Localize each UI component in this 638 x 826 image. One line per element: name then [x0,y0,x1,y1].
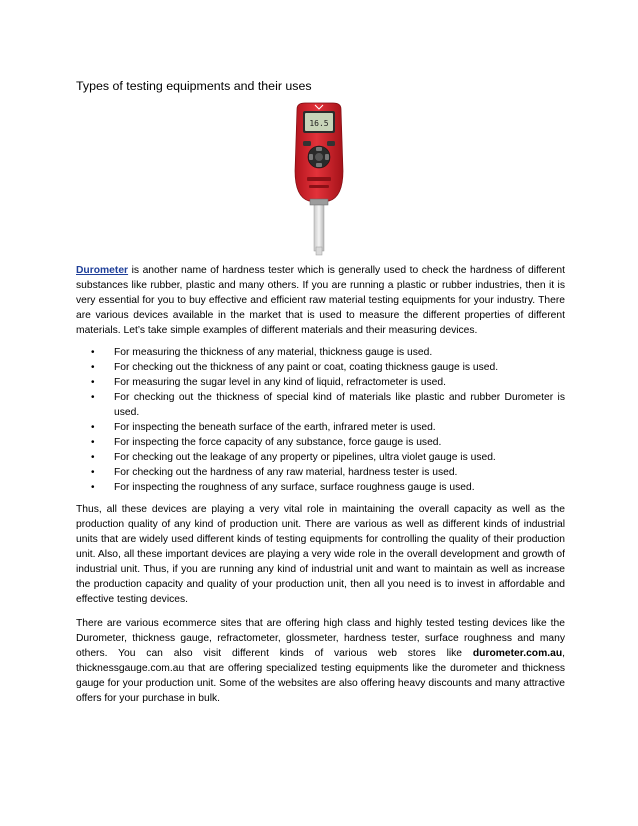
durometer-device-image [283,101,355,257]
list-item: • For inspecting the roughness of any surface, surface roughness gauge is used. [91,482,475,493]
list-item: • For checking out the thickness of any paint or coat, coating thickness gauge is used. [91,362,499,373]
bullet-icon: • [91,467,95,478]
article-body [76,263,565,706]
list-item: • For measuring the thickness of any material, thickness gauge is used. [91,347,433,358]
intro-text: is another name of hardness tester which is generally used to check the hardness of different substances like rubber, plastic and many others. If you are running a plastic or rubber industries, then it is very essential for you to buy effective and efficient raw material testing equipments for your industry. There are various devices available in the market that is used to measure the different properties of different materials. Let’s take simple examples of different materials and their measuring devices. [76,265,565,336]
list-item: • For inspecting the force capacity of any substance, force gauge is used. [91,437,442,448]
durometer-link[interactable]: Durometer [76,265,129,276]
summary-paragraph: Thus, all these devices are playing a very vital role in maintaining the overall capacity as well as the production quality of any kind of production unit. There are various as well as different kinds of industrial units that are widely used different kinds of testing equipments for controlling the quality of their production unit. Also, all these important devices are playing a very wide role in the overall development and growth of industrial unit. Thus, if you are running any kind of industrial unit and want to maintain as well as increase the production capacity and quality of your production unit, then all you need is to invest in affordable and effective testing devices. [76,504,565,605]
bullet-icon: • [91,422,95,433]
durometer-site-name: durometer.com.au [472,648,563,659]
bullet-icon: • [91,362,95,373]
bullet-icon: • [91,452,95,463]
list-item: • For inspecting the beneath surface of the earth, infrared meter is used. [91,422,436,433]
list-item: • For checking out the hardness of any raw material, hardness tester is used. [91,467,458,478]
ecommerce-paragraph: There are various ecommerce sites that are offering high class and highly tested testing devices like the Durometer, thickness gauge, refractometer, glossmeter, hardness tester, surface roughness and many others. You can also visit different kinds of various web stores like durometer.com.au, thicknessgauge.com.au that are offering specialized testing equipments like the durometer and thickness gauge for your production unit. Some of the websites are also offering heavy discounts and many attractive offers for your purchase in bulk. [76,618,565,704]
bullet-icon: • [91,377,95,388]
bullet-icon: • [91,347,95,358]
device-uses-list [76,345,565,495]
bullet-icon: • [91,482,95,493]
list-item: • For checking out the leakage of any property or pipelines, ultra violet gauge is used. [91,452,496,463]
list-item: • For measuring the sugar level in any kind of liquid, refractometer is used. [91,377,446,388]
device-display-value: 16.5 [309,119,329,128]
bullet-icon: • [91,392,95,403]
bullet-icon: • [91,437,95,448]
intro-paragraph [76,263,565,338]
page-title: Types of testing equipments and their uses [76,79,312,93]
list-item: • For checking out the thickness of special kind of materials like plastic and rubber Durometer is used. [91,392,565,418]
